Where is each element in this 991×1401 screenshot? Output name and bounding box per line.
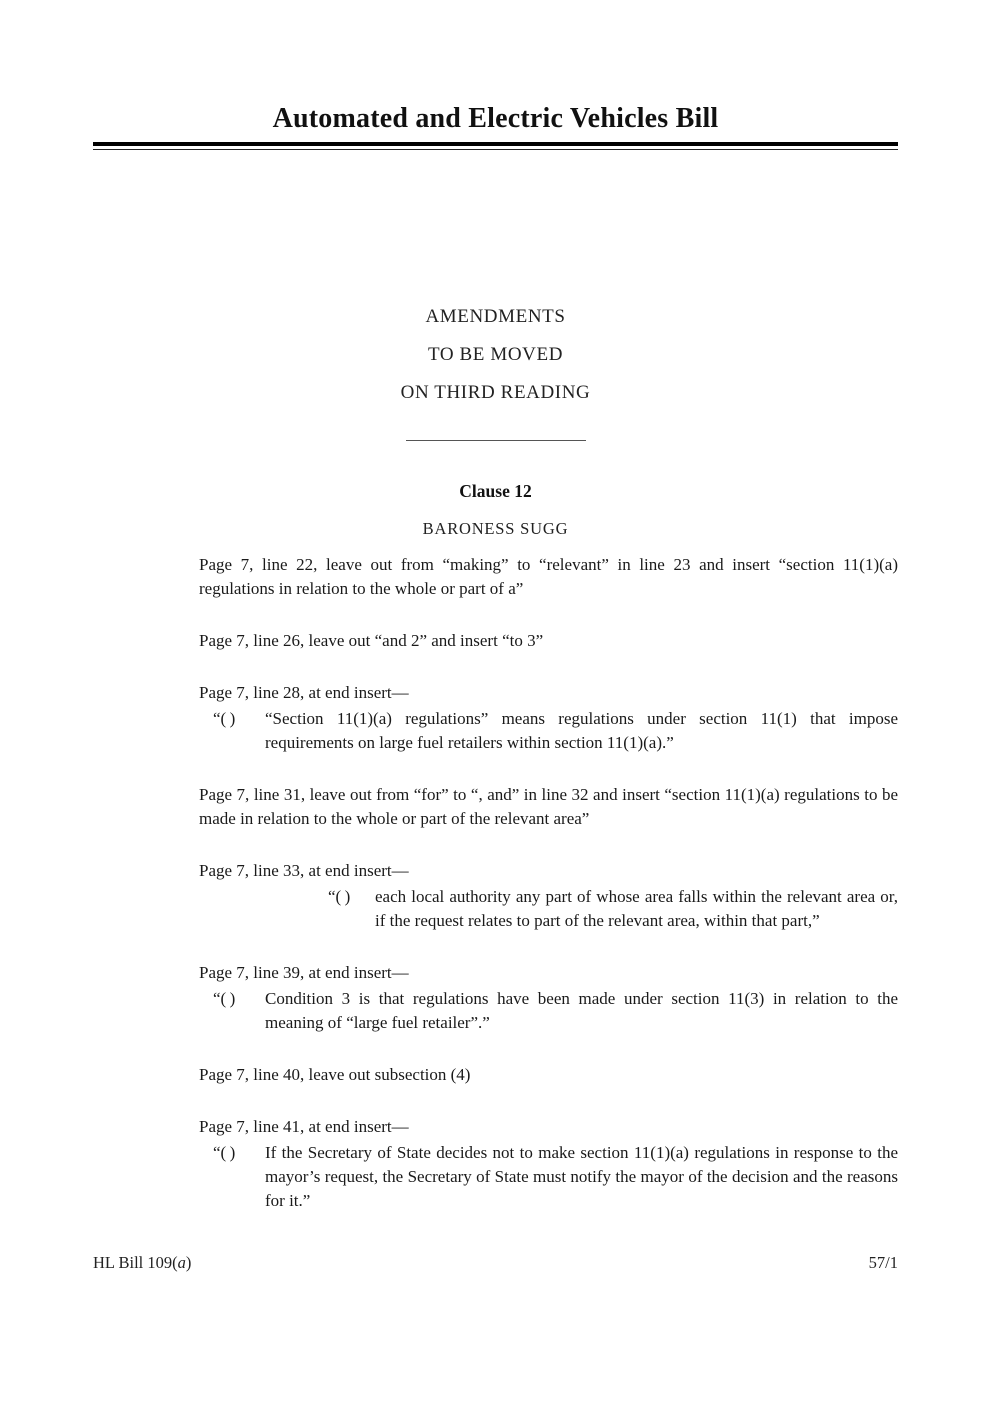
amendment-2 [199, 629, 898, 653]
bill-reference-italic: a [177, 1253, 186, 1272]
bill-reference [93, 1252, 191, 1274]
bill-reference-prefix: HL Bill 109( [93, 1253, 178, 1272]
amendment-6-subsection-marker: “( ) [213, 989, 236, 1008]
amendment-6-instruction: Page 7, line 39, at end insert— [199, 963, 409, 982]
amendment-5-subsection-text: each local authority any part of whose area falls within the relevant area or, if the request relates to part of the relevant area, within that part,” [375, 887, 898, 930]
section-divider-rule [406, 440, 586, 441]
amendment-7-instruction: Page 7, line 40, leave out subsection (4) [199, 1065, 471, 1084]
amendment-3 [199, 681, 898, 755]
ceremonial-line-amendments: AMENDMENTS [425, 306, 566, 327]
amendment-3-subsection-marker: “( ) [213, 709, 236, 728]
amendment-6-subsection [199, 987, 898, 1035]
page-footer [93, 1252, 898, 1274]
ceremonial-heading [93, 298, 898, 412]
ceremonial-line-on-third-reading: ON THIRD READING [400, 382, 591, 403]
amendment-8-subsection [199, 1141, 898, 1213]
amendment-1 [199, 553, 898, 601]
amendment-5-subsection-marker: “( ) [328, 887, 351, 906]
amendment-8-instruction: Page 7, line 41, at end insert— [199, 1117, 409, 1136]
amendment-3-instruction: Page 7, line 28, at end insert— [199, 683, 409, 702]
amendment-6-subsection-text: Condition 3 is that regulations have been made under section 11(3) in relation to the meaning of “large fuel retailer”.” [265, 989, 898, 1032]
amendment-8-subsection-text: If the Secretary of State decides not to make section 11(1)(a) regulations in response to the mayor’s request, the Secretary of State must notify the mayor of the decision and the reasons for it.” [265, 1143, 898, 1210]
title-divider-rule [93, 142, 898, 150]
amendment-8 [199, 1115, 898, 1213]
amendment-5 [199, 859, 898, 933]
amendment-4 [199, 783, 898, 831]
amendment-5-instruction: Page 7, line 33, at end insert— [199, 861, 409, 880]
mover-name: BARONESS SUGG [422, 519, 569, 538]
amendment-8-subsection-marker: “( ) [213, 1143, 236, 1162]
amendment-5-subsection [199, 885, 898, 933]
amendment-4-instruction: Page 7, line 31, leave out from “for” to “, and” in line 32 and insert “section 11(1)(a) regulations to be made in relation to the whole or part of the relevant area” [199, 785, 898, 828]
amendment-3-subsection [199, 707, 898, 755]
amendment-3-subsection-text: “Section 11(1)(a) regulations” means regulations under section 11(1) that impose requirements on large fuel retailers within section 11(1)(a).” [265, 709, 898, 752]
amendment-7 [199, 1063, 898, 1087]
page-title: Automated and Electric Vehicles Bill [272, 103, 719, 134]
session-reference: 57/1 [868, 1253, 898, 1272]
amendment-1-instruction: Page 7, line 22, leave out from “making” to “relevant” in line 23 and insert “section 11(1)(a) regulations in relation to the whole or part of a” [199, 555, 898, 598]
amendments-list [93, 553, 898, 1213]
clause-heading: Clause 12 [459, 481, 532, 501]
amendment-6 [199, 961, 898, 1035]
bill-reference-suffix: ) [185, 1253, 192, 1272]
amendment-2-instruction: Page 7, line 26, leave out “and 2” and insert “to 3” [199, 631, 544, 650]
ceremonial-line-to-be-moved: TO BE MOVED [427, 344, 564, 365]
